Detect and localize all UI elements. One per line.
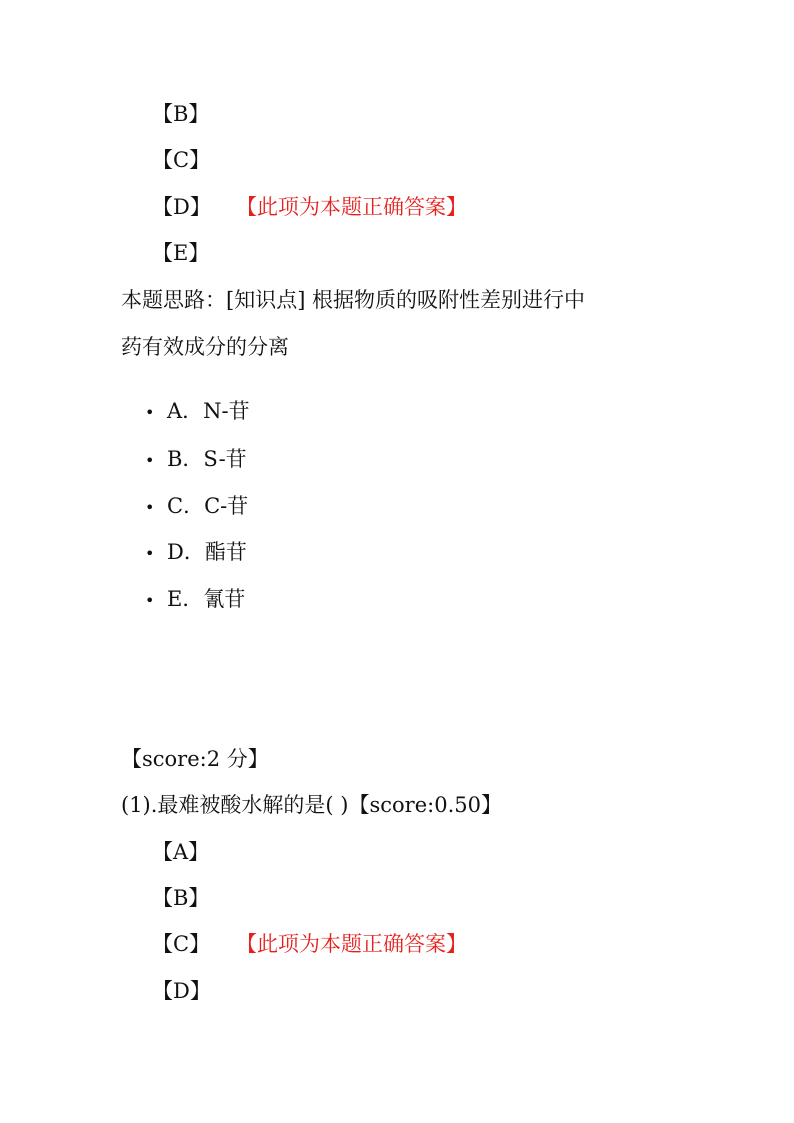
option-c	[152, 931, 467, 957]
option-label: 【B】	[152, 102, 210, 126]
option-label: 【D】	[152, 195, 211, 219]
option-a	[152, 839, 209, 865]
bullet: •	[145, 544, 155, 563]
option-label: 【D】	[152, 979, 211, 1003]
list-item	[145, 446, 247, 474]
option-label: 【B】	[152, 886, 210, 910]
explanation-line-2: 药有效成分的分离	[121, 335, 289, 359]
option-label: 【C】	[152, 932, 211, 956]
option-label: 【A】	[152, 840, 210, 864]
list-item	[145, 398, 250, 426]
option-b	[152, 885, 209, 911]
option-d	[152, 194, 467, 220]
list-item-text: E．氰苷	[167, 587, 246, 611]
correct-answer-marker: 【此项为本题正确答案】	[236, 195, 467, 219]
option-c	[152, 147, 210, 173]
option-label: 【C】	[152, 148, 211, 172]
list-item	[145, 493, 248, 521]
option-label: 【E】	[152, 241, 210, 265]
list-item	[145, 539, 247, 567]
bullet: •	[145, 498, 155, 517]
list-item	[145, 586, 245, 614]
list-item-text: B．S-苷	[167, 447, 247, 471]
bullet: •	[145, 591, 155, 610]
list-item-text: D．酯苷	[167, 540, 247, 564]
bullet: •	[145, 451, 155, 470]
option-e	[152, 240, 209, 266]
option-d	[152, 978, 211, 1004]
section-score: 【score:2 分】	[121, 747, 269, 771]
question-text: (1).最难被酸水解的是( )【score:0.50】	[121, 793, 502, 817]
correct-answer-marker: 【此项为本题正确答案】	[236, 932, 467, 956]
bullet: •	[145, 403, 155, 422]
list-item-text: C．C-苷	[167, 494, 249, 518]
option-b	[152, 101, 209, 127]
list-item-text: A．N-苷	[167, 399, 250, 423]
explanation-line-1: 本题思路：[知识点] 根据物质的吸附性差别进行中	[121, 288, 586, 312]
